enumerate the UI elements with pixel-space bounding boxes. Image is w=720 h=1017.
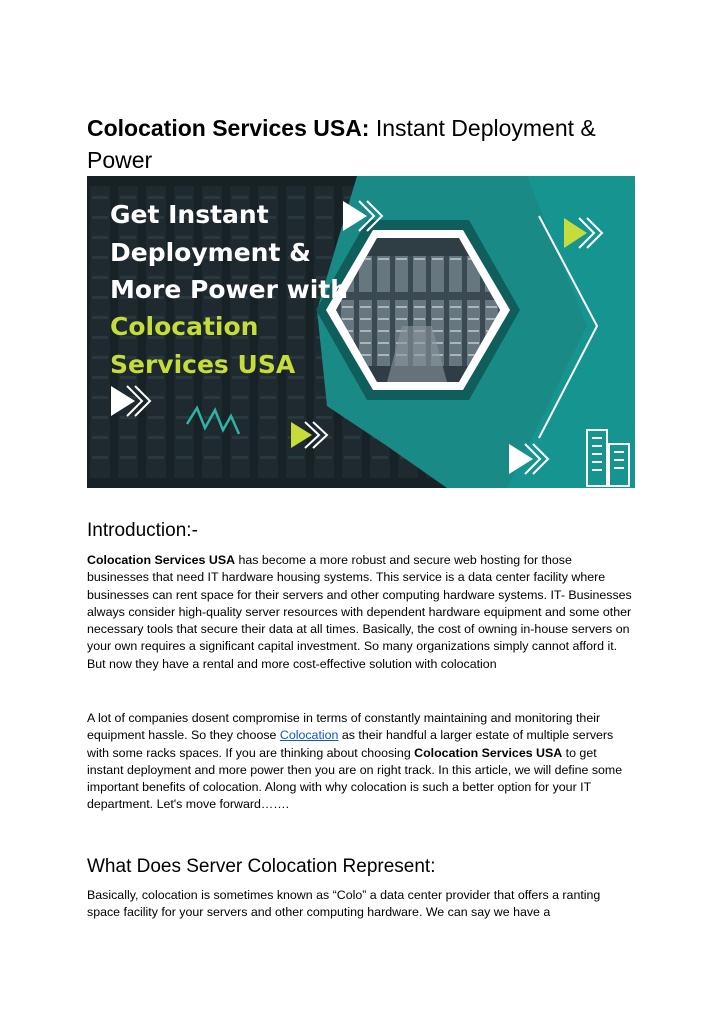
document-title bbox=[87, 112, 635, 176]
colocation-link[interactable]: Colocation bbox=[279, 728, 339, 743]
section-heading-introduction: Introduction:- bbox=[87, 520, 198, 541]
intro-paragraph-2 bbox=[87, 710, 635, 814]
hero-line-5: Services USA bbox=[110, 350, 296, 379]
intro2-text-c: to get instant deployment and more power then you are on right track. In this article, we will define some important benefits of colocation. Along with why colocation is such a better option for your IT department. Let's move forward……. bbox=[87, 745, 623, 812]
intro2-text-b: as their handful a larger estate of multiple servers with some racks spaces. If you are thinking about choosing bbox=[87, 728, 614, 760]
hero-banner-image bbox=[87, 176, 635, 488]
section-heading-colocation: What Does Server Colocation Represent: bbox=[87, 856, 436, 877]
intro-text: has become a more robust and secure web hosting for those businesses that need IT hardware housing systems. This service is a data center facility where businesses can rent space for their servers and other computing hardware systems. IT- Businesses always consider high-quality server resources with dependent hardware equipment and some other necessary tools that secure their data at all times. Basically, the cost of owning in-house servers on your own requires a significant capital investment. So many organizations simply cannot afford it. But now they have a rental and more cost-effective solution with colocation bbox=[87, 553, 632, 671]
title-bold: Colocation Services USA: bbox=[87, 115, 370, 141]
intro-bold-lead: Colocation Services USA bbox=[87, 553, 236, 567]
colocation-paragraph-1: Basically, colocation is sometimes known as “Colo” a data center provider that offers a ranting space facility for your servers and other computing hardware. We can say we have a bbox=[87, 888, 601, 920]
hero-line-4: Colocation bbox=[110, 312, 259, 341]
hero-line-1: Get Instant bbox=[110, 200, 269, 229]
title-rest: Instant Deployment & Power bbox=[87, 115, 596, 173]
intro-paragraph-1 bbox=[87, 552, 635, 673]
intro2-text-a: A lot of companies dosent compromise in terms of constantly maintaining and monitoring their equipment hassle. So they choose bbox=[87, 711, 601, 743]
hero-line-2: Deployment & bbox=[110, 238, 311, 267]
hero-line-3: More Power with bbox=[110, 275, 349, 304]
intro2-bold: Colocation Services USA bbox=[414, 745, 563, 760]
